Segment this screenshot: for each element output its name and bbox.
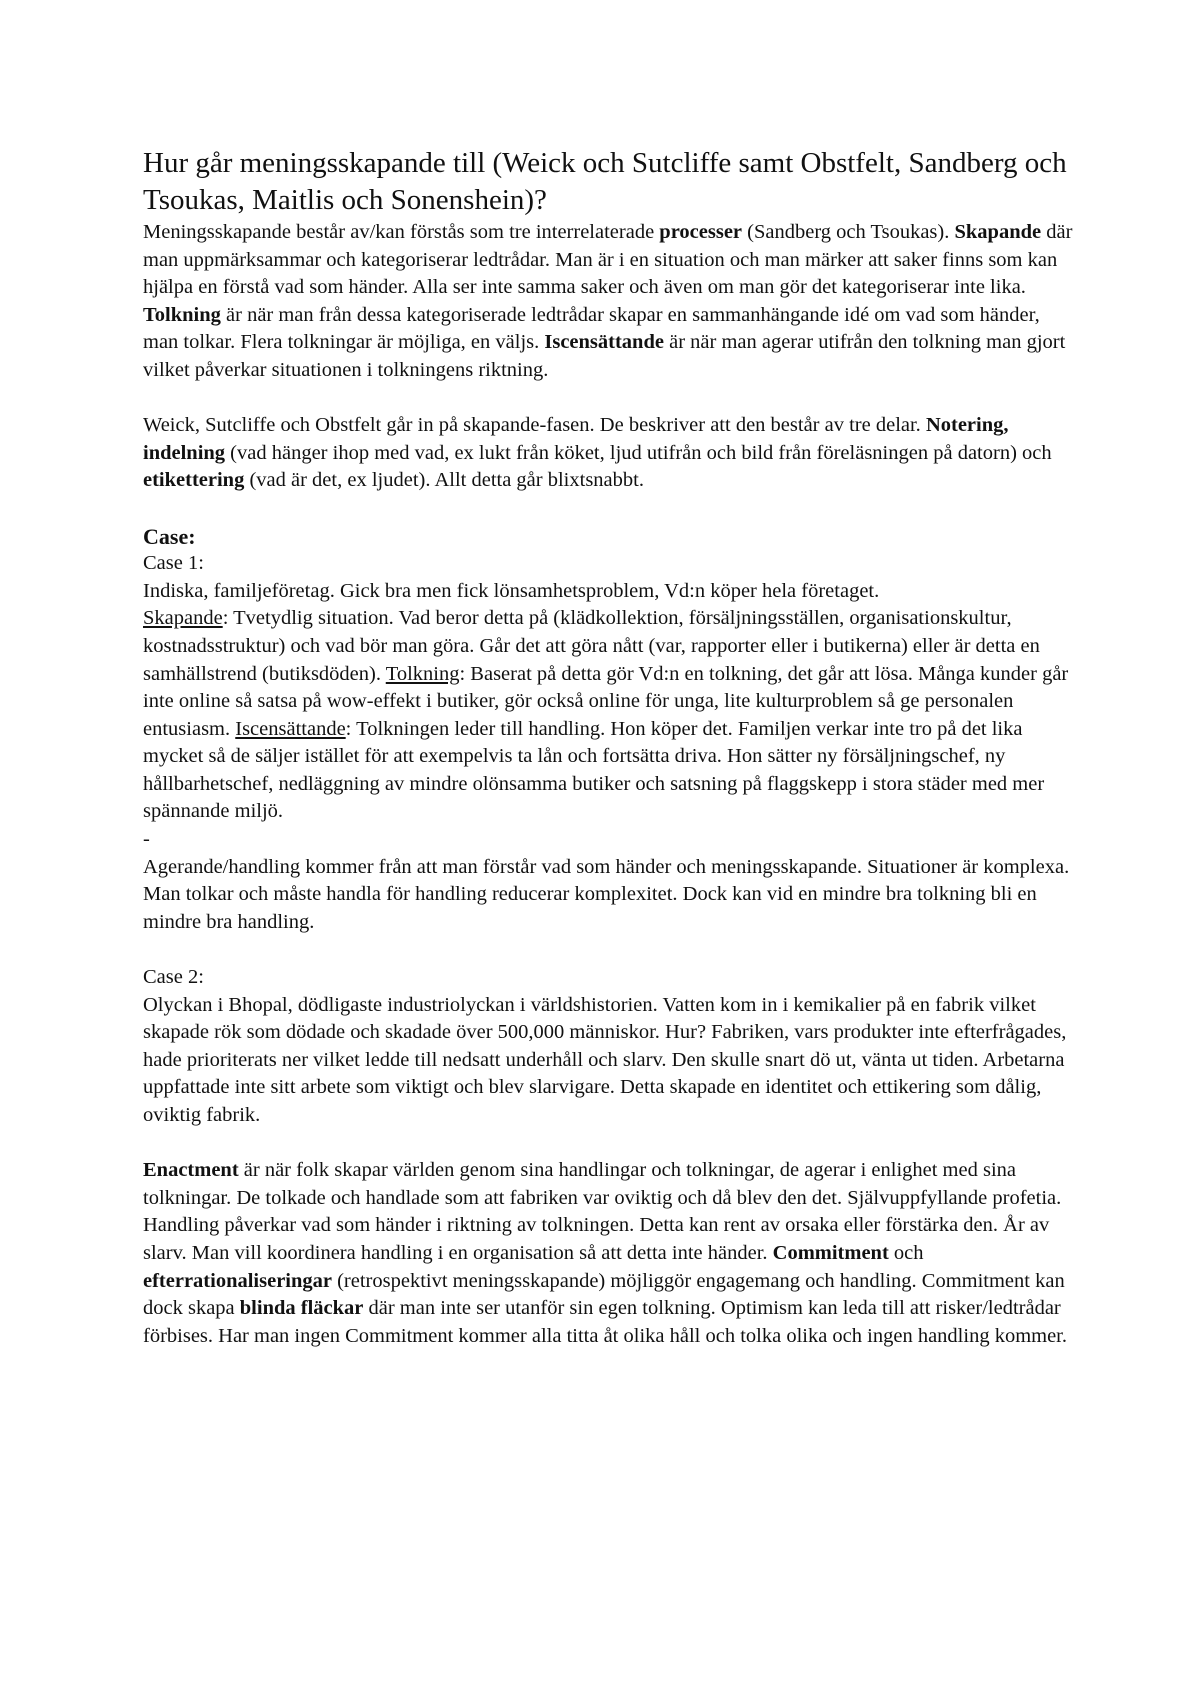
- intro-paragraph: [143, 219, 1073, 385]
- weick-text-3: (vad är det, ex ljudet). Allt detta går blixtsnabbt.: [244, 469, 644, 492]
- case1-label: Case 1:: [143, 552, 204, 575]
- term-skapande-underlined: Skapande: [143, 607, 223, 630]
- enactment-text-4: där man inte ser utanför sin egen tolkning. Optimism kan leda till att risker/ledtrådar förbises. Har man ingen Commitment kommer alla titta åt olika håll och tolka olika och ingen handling kommer.: [143, 1297, 1068, 1347]
- spacer: [143, 495, 1073, 523]
- case1-dash: -: [143, 828, 150, 851]
- spacer: [143, 936, 1073, 964]
- term-skapande: Skapande: [954, 221, 1042, 243]
- intro-text-4: är när man från dessa kategoriserade ledtrådar skapar en sammanhängande idé om vad som händer, man tolkar. Flera tolkningar är möjliga, en väljs.: [143, 303, 1040, 354]
- term-notering-indelning: Notering, indelning: [143, 414, 1009, 464]
- intro-text-2: (Sandberg och Tsoukas).: [742, 221, 955, 243]
- case1-text-1: : Tvetydlig situation. Vad beror detta på (klädkollektion, försäljningsställen, organisationskultur, kostnadsstruktur) och vad bör man göra. Går det att göra nått (var, rapporter eller i butikerna) eller är detta en samhällstrend (butiksdöden).: [143, 607, 1040, 685]
- weick-paragraph: [143, 412, 1073, 495]
- case-heading: Case:: [143, 523, 196, 549]
- enactment-text-3: (retrospektivt meningsskapande) möjliggör engagemang och handling. Commitment kan dock skapa: [143, 1269, 1065, 1320]
- enactment-text-1: är när folk skapar världen genom sina handlingar och tolkningar, de agerar i enlighet med sina tolkningar. De tolkade och handlade som att fabriken var oviktig och då blev den det. Självuppfyllande profetia. Handling påverkar vad som händer i riktning av tolkningen. Detta kan rent av orsaka eller förstärka den. År av slarv. Man vill koordinera handling i en organisation så att detta inte händer.: [143, 1159, 1062, 1264]
- weick-text-2: (vad hänger ihop med vad, ex lukt från köket, ljud utifrån och bild från föreläsningen på datorn) och: [225, 441, 1052, 464]
- case1-text-3: : Tolkningen leder till handling. Hon köper det. Familjen verkar inte tro på det lika mycket så de säljer istället för att exempelvis ta lån och fortsätta driva. Hon sätter ny försäljningschef, ny hållbarhetschef, nedläggning av mindre olönsamma butiker och satsning på flaggskepp i stora städer med mer spännande miljö.: [143, 717, 1045, 823]
- enactment-paragraph: [143, 1157, 1073, 1350]
- intro-text-3: där man uppmärksammar och kategoriserar ledtrådar. Man är i en situation och man märker att saker finns som kan hjälpa en förstå vad som händer. Alla ser inte samma saker och även om man gör det kategoriserar inte lika.: [143, 221, 1073, 299]
- case2-label: Case 2:: [143, 966, 204, 989]
- term-tolkning: Tolkning: [143, 303, 221, 326]
- case1-text-2: : Baserat på detta gör Vd:n en tolkning, det går att lösa. Många kunder går inte online så satsa på wow-effekt i butiker, gör också online för unga, lite kulturproblem så ge personalen entusiasm.: [143, 662, 1069, 740]
- document-page: [143, 145, 1073, 1350]
- case2-body: Olyckan i Bhopal, dödligaste industriolyckan i världshistorien. Vatten kom in i kemikalier på en fabrik vilket skapade rök som dödade och skadade över 500,000 människor. Hur? Fabriken, vars produkter inte efterfrågades, hade prioriterats ner vilket ledde till nedsatt underhåll och slarv. Den skulle snart dö ut, vänta ut tiden. Arbetarna uppfattade inte sitt arbete som viktigt och blev slarvigare. Detta skapade en identitet och ettikering som dålig, oviktig fabrik.: [143, 993, 1067, 1126]
- term-iscensattande-underlined: Iscensättande: [235, 717, 346, 740]
- spacer: [143, 385, 1073, 413]
- term-processer: processer: [659, 221, 743, 243]
- term-iscensattande: Iscensättande: [544, 331, 664, 354]
- case1-intro: Indiska, familjeföretag. Gick bra men fick lönsamhetsproblem, Vd:n köper hela företaget.: [143, 579, 880, 602]
- term-etikettering: etikettering: [143, 469, 245, 492]
- document-title: Hur går meningsskapande till (Weick och Sutcliffe samt Obstfelt, Sandberg och Tsoukas, Maitlis och Sonenshein)?: [143, 147, 1067, 216]
- case1-body: [143, 605, 1073, 826]
- term-tolkning-underlined: Tolkning: [385, 662, 460, 685]
- term-commitment: Commitment: [772, 1241, 889, 1264]
- weick-text-1: Weick, Sutcliffe och Obstfelt går in på skapande-fasen. De beskriver att den består av tre delar.: [143, 414, 926, 437]
- term-efterrationaliseringar: efterrationaliseringar: [143, 1269, 332, 1292]
- term-blinda-flackar: blinda fläckar: [239, 1297, 364, 1320]
- enactment-text-2: och: [888, 1241, 924, 1264]
- case1-summary: Agerande/handling kommer från att man förstår vad som händer och meningsskapande. Situationer är komplexa. Man tolkar och måste handla för handling reducerar komplexitet. Dock kan vid en mindre bra tolkning bli en mindre bra handling.: [143, 855, 1070, 933]
- intro-text-1: Meningsskapande består av/kan förstås som tre interrelaterade: [143, 221, 660, 243]
- term-enactment: Enactment: [143, 1159, 239, 1182]
- intro-text-5: är när man agerar utifrån den tolkning man gjort vilket påverkar situationen i tolkningens riktning.: [143, 331, 1066, 381]
- spacer: [143, 1130, 1073, 1158]
